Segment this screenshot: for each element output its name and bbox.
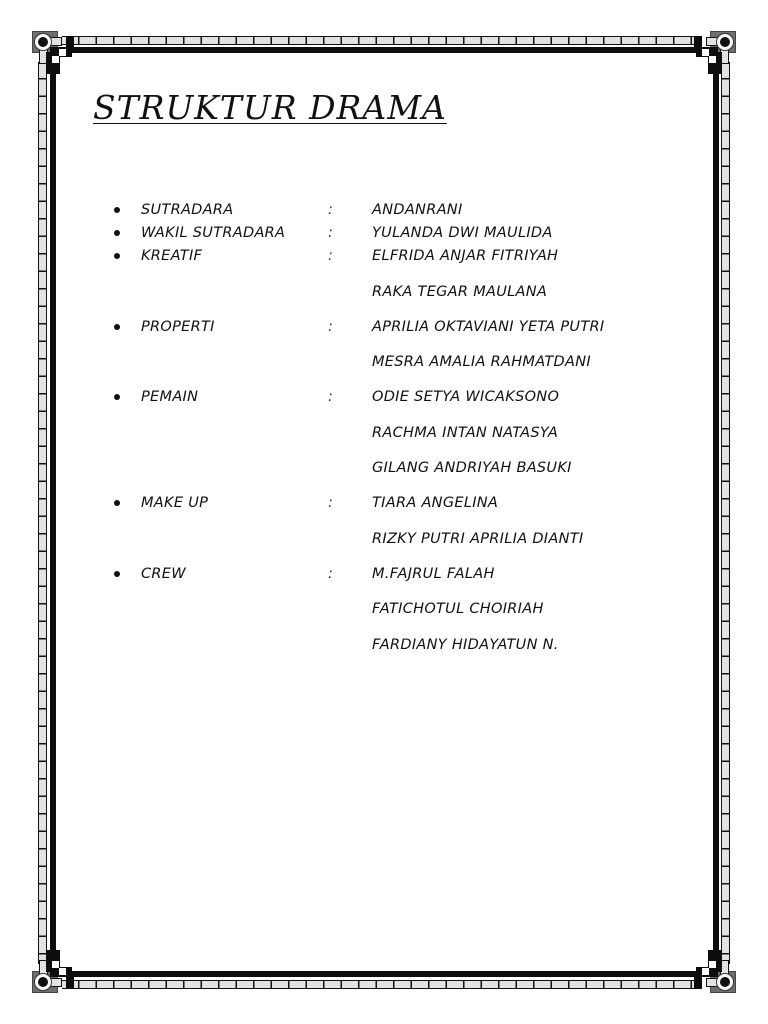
list-item-continuation [0, 351, 768, 373]
member-name: APRILIA OKTAVIANI YETA PUTRI [372, 319, 605, 335]
list-item-properti [0, 316, 768, 338]
border-top-tiles [62, 36, 702, 45]
member-name: ELFRIDA ANJAR FITRIYAH [372, 248, 559, 264]
role-label: KREATIF [141, 248, 203, 264]
page-title: STRUKTUR DRAMA [93, 88, 447, 127]
bullet-icon [114, 394, 120, 400]
member-name: ANDANRANI [372, 202, 463, 218]
role-label: CREW [141, 566, 186, 582]
border-bottom-tiles [62, 980, 702, 989]
bullet-icon [114, 207, 120, 213]
role-label: WAKIL SUTRADARA [141, 225, 286, 241]
border-bottom-bar [64, 971, 704, 977]
list-item-continuation [0, 528, 768, 550]
role-label: SUTRADARA [141, 202, 234, 218]
role-label: PROPERTI [141, 319, 215, 335]
bullet-icon [114, 230, 120, 236]
list-item-kreatif [0, 245, 768, 267]
member-name: GILANG ANDRIYAH BASUKI [372, 460, 572, 476]
bullet-icon [114, 571, 120, 577]
member-name: YULANDA DWI MAULIDA [372, 225, 553, 241]
list-item-continuation [0, 634, 768, 656]
member-name: ODIE SETYA WICAKSONO [372, 389, 560, 405]
list-item-continuation [0, 598, 768, 620]
corner-ornament-bottom-right [694, 950, 738, 994]
separator: : [328, 248, 334, 264]
corner-ornament-top-left [30, 30, 74, 74]
corner-circle-icon [717, 974, 733, 990]
member-name: FATICHOTUL CHOIRIAH [372, 601, 544, 617]
corner-ornament-top-right [694, 30, 738, 74]
list-item-continuation [0, 281, 768, 303]
separator: : [328, 319, 334, 335]
list-item-pemain [0, 386, 768, 408]
list-item-crew [0, 563, 768, 585]
corner-circle-icon [35, 34, 51, 50]
role-label: MAKE UP [141, 495, 209, 511]
list-item-wakil-sutradara [0, 222, 768, 244]
member-name: TIARA ANGELINA [372, 495, 499, 511]
separator: : [328, 495, 334, 511]
border-top-bar [64, 47, 704, 53]
bullet-icon [114, 253, 120, 259]
role-label: PEMAIN [141, 389, 199, 405]
bullet-icon [114, 324, 120, 330]
member-name: MESRA AMALIA RAHMATDANI [372, 354, 591, 370]
separator: : [328, 389, 334, 405]
separator: : [328, 202, 334, 218]
corner-circle-icon [717, 34, 733, 50]
separator: : [328, 566, 334, 582]
list-item-continuation [0, 457, 768, 479]
bullet-icon [114, 500, 120, 506]
separator: : [328, 225, 334, 241]
member-name: RIZKY PUTRI APRILIA DIANTI [372, 531, 584, 547]
member-name: M.FAJRUL FALAH [372, 566, 495, 582]
corner-circle-icon [35, 974, 51, 990]
list-item-continuation [0, 422, 768, 444]
corner-ornament-bottom-left [30, 950, 74, 994]
list-item-make-up [0, 492, 768, 514]
member-name: RAKA TEGAR MAULANA [372, 284, 548, 300]
list-item-sutradara [0, 199, 768, 221]
member-name: FARDIANY HIDAYATUN N. [372, 637, 559, 653]
member-name: RACHMA INTAN NATASYA [372, 425, 559, 441]
